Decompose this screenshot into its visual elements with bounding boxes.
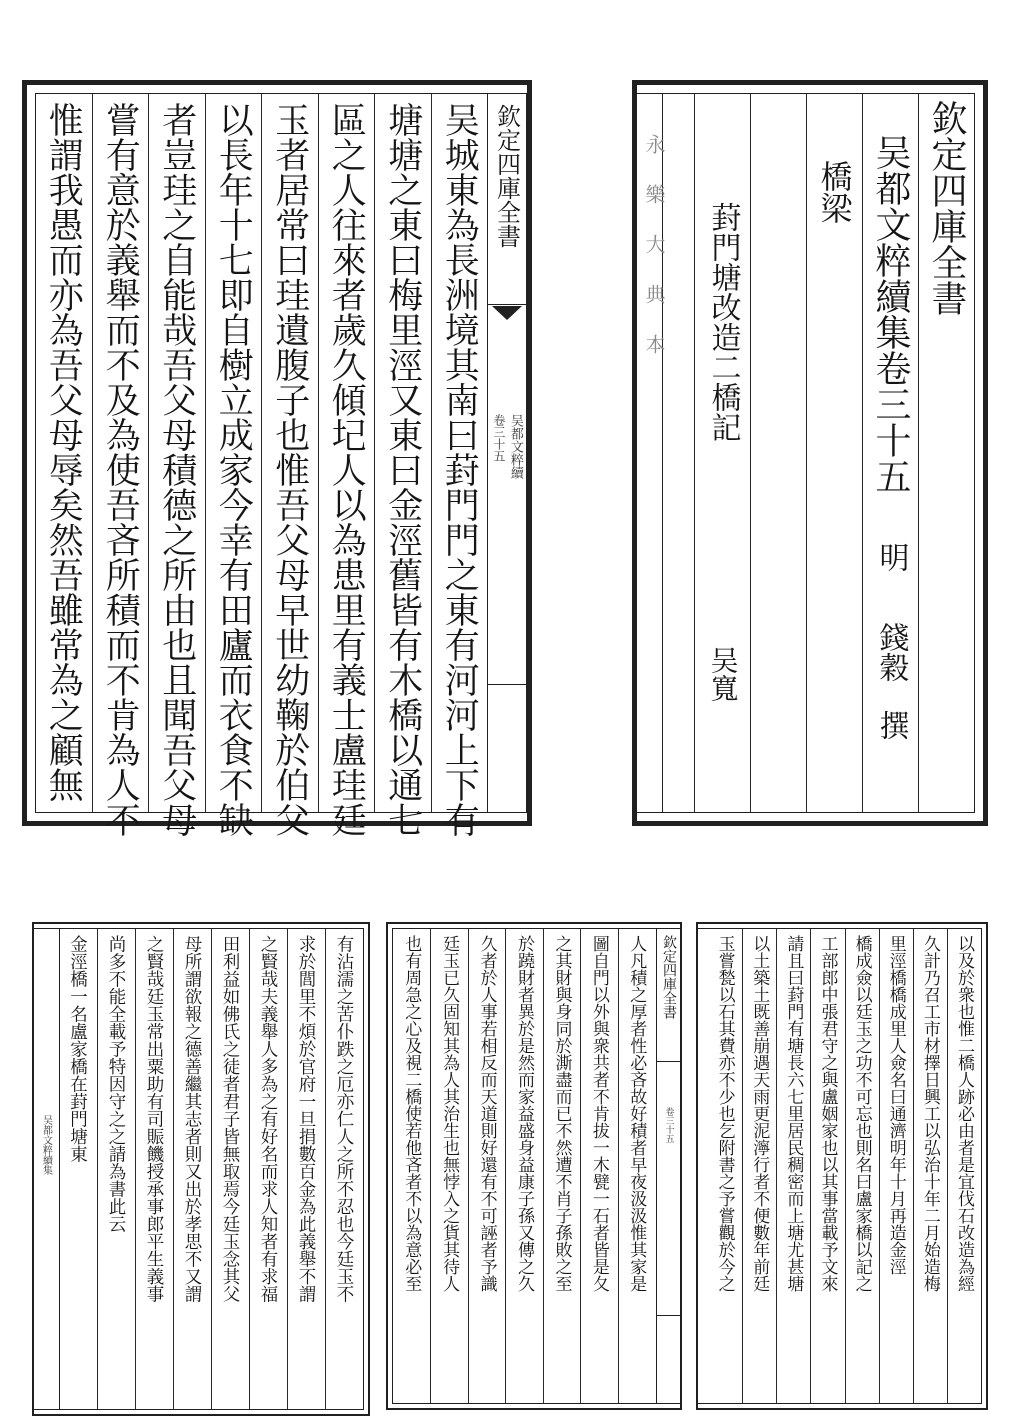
column-text: 玉者居常曰珪遺腹子也惟吾父母早世幼鞠於伯父 [269, 102, 310, 837]
column-text: 尚多不能全載予特因守之之請為書此云 [106, 935, 126, 1233]
column-text: 有沾濡之苦仆跌之厄亦仁人之所不忍也今廷玉不 [334, 935, 354, 1303]
text-column [374, 94, 431, 837]
column-text: 惟謂我愚而亦為吾父母辱矣然吾雖常為之顧無 [43, 102, 84, 802]
page-b [632, 80, 988, 826]
column-text: 以及於衆也惟二橋人跡必由者是宜伐石改造為經 [953, 935, 974, 1292]
column-text: 區之人往來者歲久傾圮人以為患里有義士盧珪廷 [326, 102, 367, 837]
page-b-col-blank [662, 94, 694, 812]
column-text: 久計乃召工市材擇日興工以弘治十年二月始造梅 [919, 935, 940, 1292]
column-text: 求於閭里不煩於官府一旦捐數百金為此義舉不謂 [296, 935, 316, 1303]
text-column [913, 929, 947, 1403]
text-column [810, 929, 844, 1403]
column-text: 也有周急之心及視二橋使若他吝者不以為意必至 [401, 935, 422, 1292]
column-text: 橋成僉以廷玉之功不可忘也則名曰盧家橋以記之 [851, 935, 872, 1292]
page-b-dynasty: 明 [873, 542, 909, 572]
page-b-compile: 撰 [873, 710, 909, 740]
text-column [393, 929, 430, 1403]
page-e-columns [708, 929, 981, 1403]
text-column [776, 929, 810, 1403]
column-text: 久者於人事若相反而天道則好還有不可誣者予識 [476, 935, 497, 1292]
page-e [696, 922, 988, 1410]
page-d [386, 922, 682, 1410]
text-column [35, 94, 92, 812]
page-b-col-empty [750, 94, 806, 812]
page-a-fold-margin [487, 94, 527, 812]
page-a-fold-vol: 卷三十五 [491, 414, 506, 462]
page-a-fold-title: 欽定四庫全書 [492, 104, 521, 248]
text-column [430, 929, 467, 1403]
page-d-fold-margin [656, 929, 681, 1403]
column-text: 吴城東為長洲境其南曰葑門門之東有河河上下有 [439, 102, 480, 837]
page-c-fold-book: 吴都文粹續集 [40, 1115, 52, 1175]
column-text: 之賢哉廷玉常出粟助有司賑饑授承事郎平生義事 [144, 935, 164, 1303]
column-text: 之其財與身同於澌盡而已不然遭不肖子孫敗之至 [551, 935, 572, 1292]
page-d-fold-vol: 卷三十五 [663, 1107, 674, 1143]
page-c [32, 922, 370, 1416]
page-b-cols [662, 94, 974, 812]
page-b-col-header [918, 94, 974, 812]
page-b-col-category [806, 94, 862, 812]
page-b-header: 欽定四庫全書 [926, 100, 967, 316]
text-column [468, 929, 505, 1403]
text-column [261, 94, 318, 837]
text-column [742, 929, 776, 1403]
text-column [211, 929, 249, 1409]
column-text: 以土築土既善崩遇天雨更泥濘行者不便數年前廷 [749, 935, 770, 1292]
page-b-col-essay [694, 94, 750, 812]
page-b-category: 橋梁 [815, 160, 854, 224]
column-text: 塘塘之東曰梅里涇又東曰金涇舊皆有木橋以通七 [382, 102, 423, 837]
page-a-columns [35, 94, 487, 837]
column-text: 田利益如佛氏之徒者君子皆無取焉今廷玉念其父 [220, 935, 240, 1303]
text-column [325, 929, 363, 1409]
text-column [708, 929, 742, 1403]
text-column [287, 929, 325, 1409]
text-column [135, 929, 173, 1409]
column-text: 里涇橋橋成里人僉名曰通濟明年十月再造金涇 [885, 935, 906, 1275]
page-c-fold-margin [33, 929, 60, 1409]
text-column [148, 94, 205, 837]
text-column [431, 94, 488, 837]
text-column [618, 929, 655, 1403]
column-text: 請且曰葑門有塘長六七里居民稠密而上塘尤甚塘 [783, 935, 804, 1292]
column-text: 金涇橋一名盧家橋在葑門塘東 [67, 935, 88, 1163]
text-column [173, 929, 211, 1409]
page-b-col-title [862, 94, 918, 812]
page-b-book-title: 吴都文粹續集卷三十五 [870, 134, 911, 494]
page-a [22, 80, 532, 837]
text-column [947, 929, 981, 1403]
column-text: 玉嘗甃以石其費亦不少也乞附書之予嘗觀於今之 [714, 935, 735, 1292]
column-text: 嘗有意於義舉而不及為使吾吝所積而不肯為人不 [100, 102, 141, 837]
text-column [543, 929, 580, 1403]
text-column [97, 929, 135, 1409]
column-text: 圖自門以外與衆共者不肯拔一木甓一石者皆是夂 [588, 935, 609, 1292]
text-column [505, 929, 542, 1403]
column-text: 母所謂欲報之德善繼其志者則又出於孝思不又謂 [182, 935, 202, 1303]
page-b-essay-title: 葑門塘改造二橋記 [705, 202, 741, 442]
page-d-columns [393, 929, 655, 1403]
page-b-fold-edge [636, 94, 666, 812]
text-column [879, 929, 913, 1403]
text-column [580, 929, 617, 1403]
column-text: 以長年十七即自樹立成家今幸有田廬而衣食不缺 [213, 102, 254, 837]
column-text: 人凡積之厚者性必吝故好積者早夜汲汲惟其家是 [626, 935, 647, 1292]
column-text: 工部郎中張君守之與盧姻家也以其事當載予文來 [817, 935, 838, 1292]
column-text: 者豈珪之自能哉吾父母積德之所由也且聞吾父母 [156, 102, 197, 837]
text-column [845, 929, 879, 1403]
column-text: 廷玉已久固知其為人其治生也無悖入之貨其待人 [439, 935, 460, 1292]
text-column [205, 94, 262, 837]
text-column [92, 94, 149, 837]
text-column [59, 929, 97, 1409]
page-b-author: 錢穀 [873, 622, 909, 682]
page-d-fold-title: 欽定四庫全書 [661, 935, 677, 1019]
column-text: 於蹺財者異於是然而家益盛身益康子孫又傳之久 [514, 935, 535, 1292]
text-column [249, 929, 287, 1409]
page-c-columns [59, 929, 363, 1409]
page-a-fold-book: 吴都文粹續 [507, 414, 523, 479]
page-b-edge-text: 永樂大典本 [642, 134, 666, 384]
column-text: 之賢哉夫義舉人多為之有好名而求人知者有求福 [258, 935, 278, 1303]
page-b-essay-author: 吴寬 [706, 646, 740, 702]
fishtail-mark [492, 306, 522, 320]
text-column [318, 94, 375, 837]
